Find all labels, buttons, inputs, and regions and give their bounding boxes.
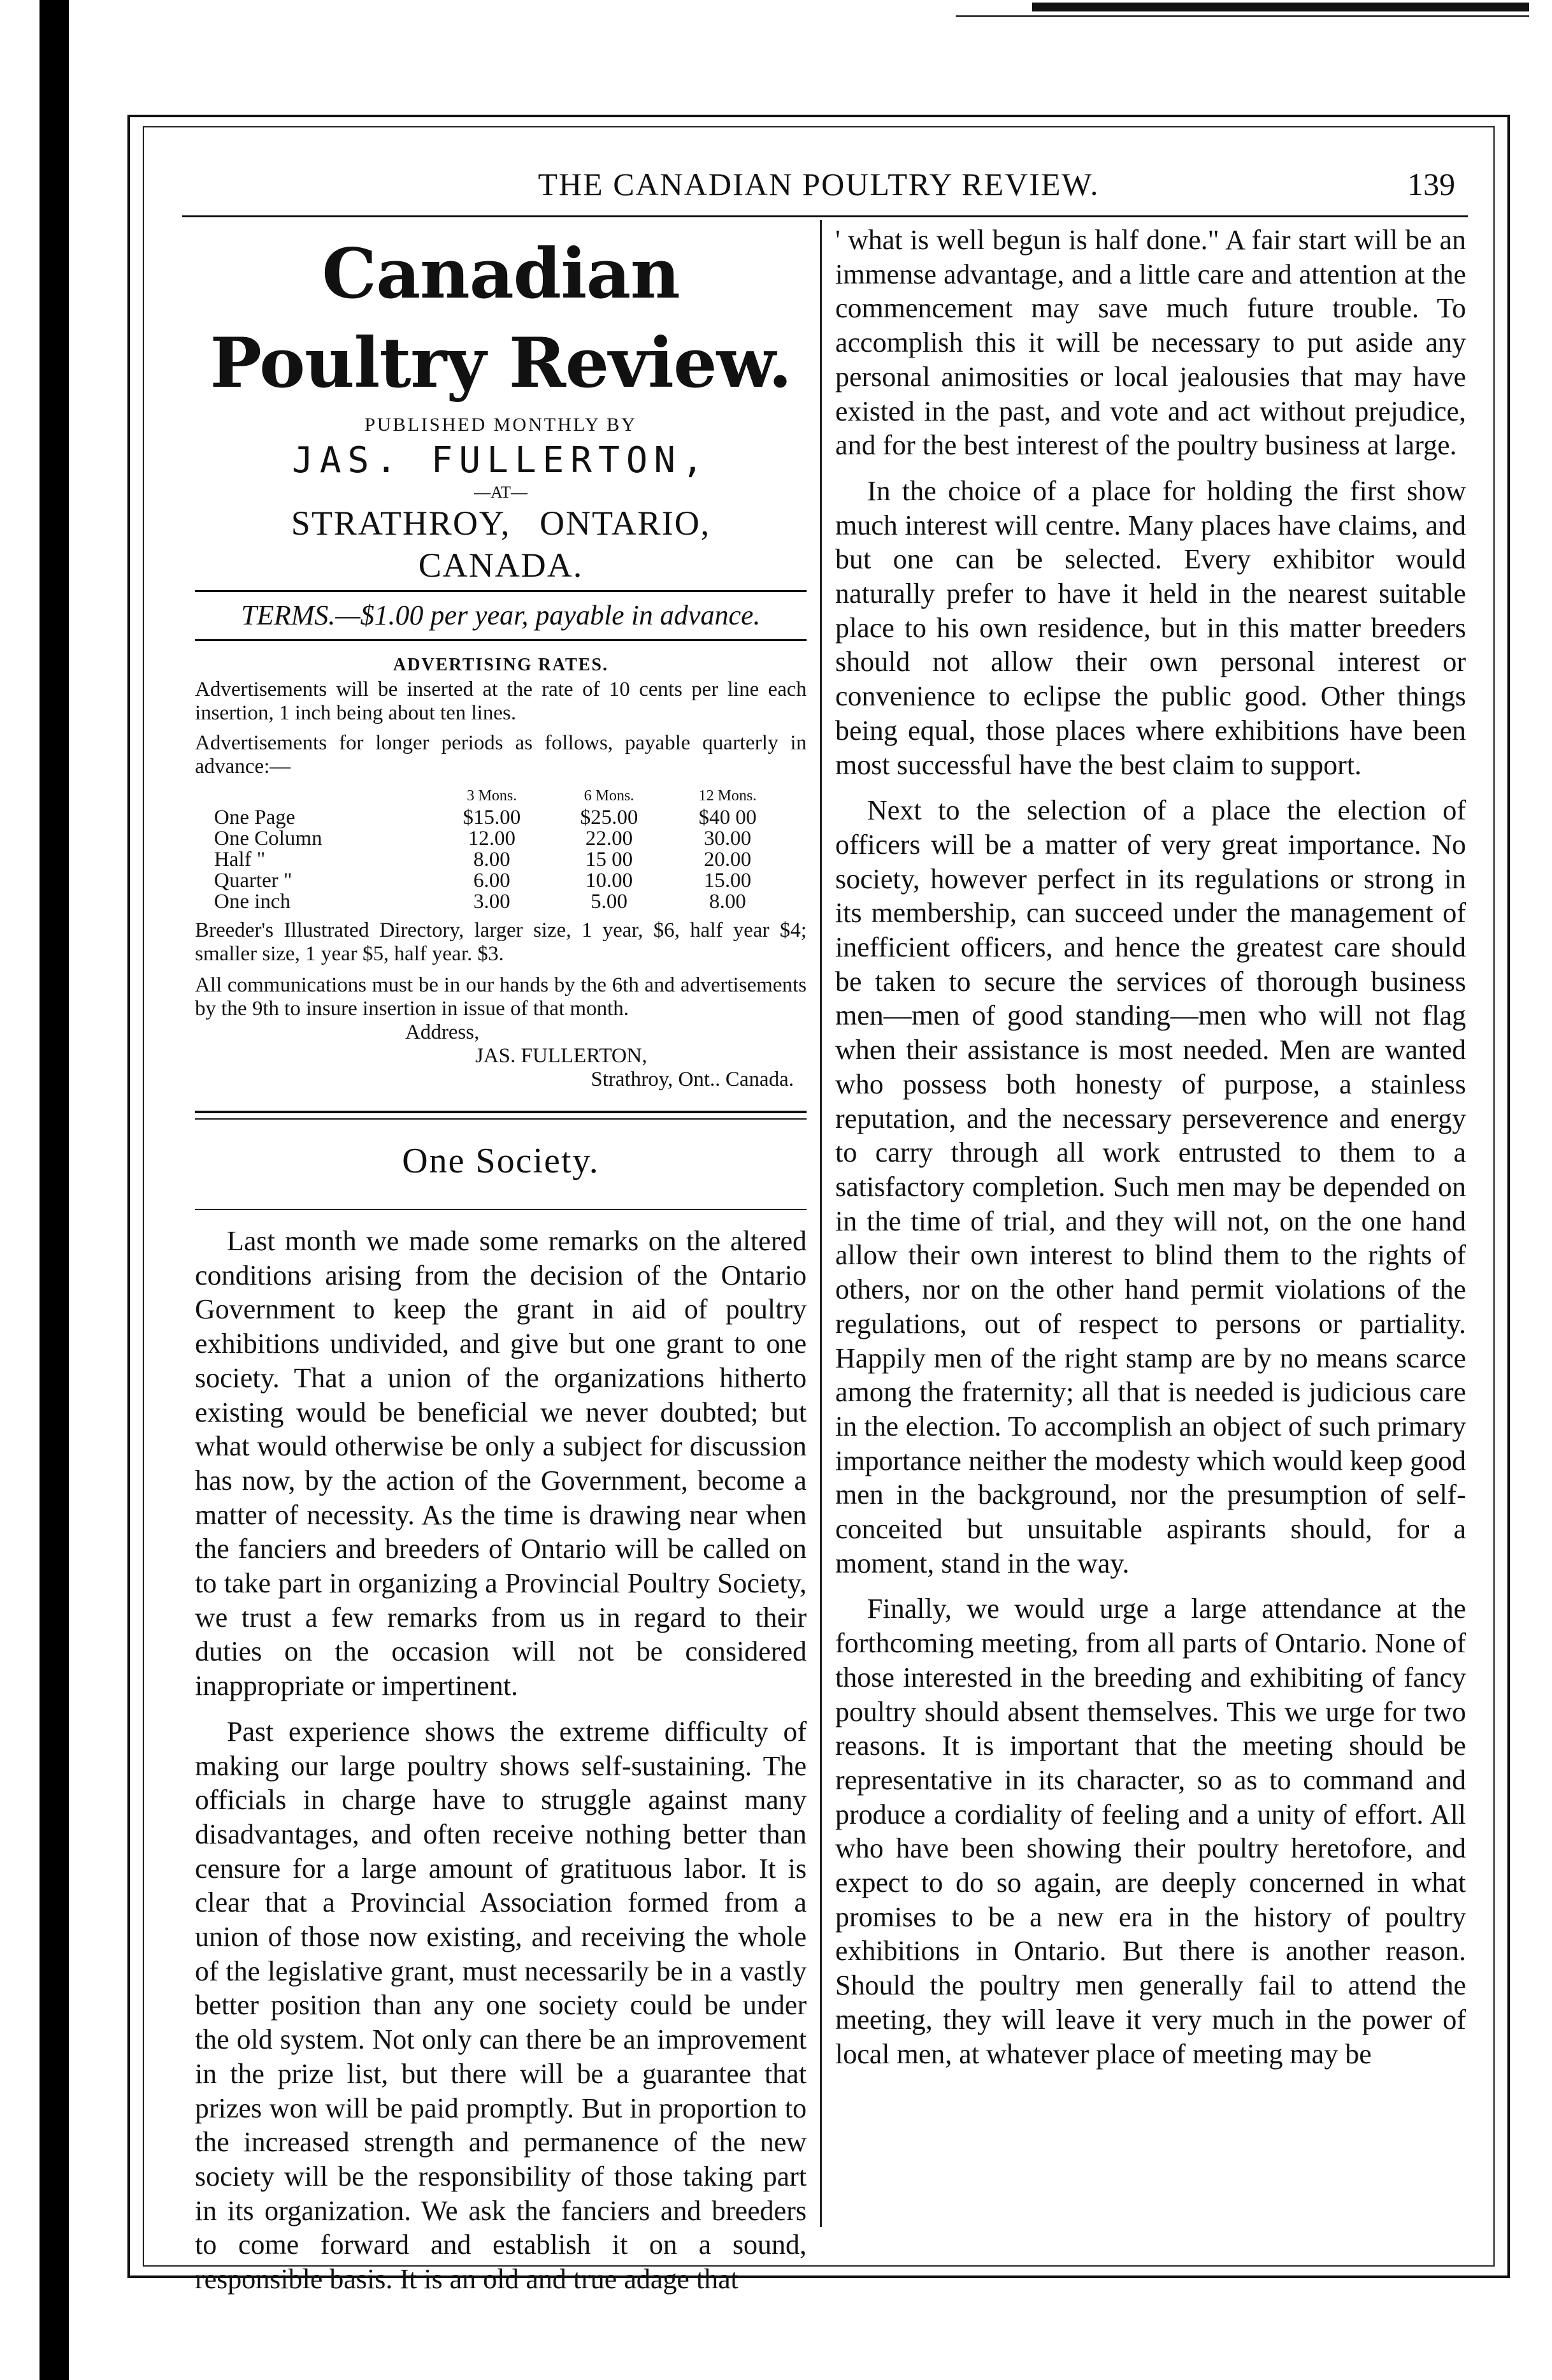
address-place: Strathroy, Ont.. Canada. <box>591 1068 794 1091</box>
page-number: 139 <box>1407 166 1455 202</box>
rate-value: 8.00 <box>473 848 510 871</box>
masthead-published: PUBLISHED MONTHLY BY <box>364 414 637 435</box>
article-title-rule <box>195 1209 807 1210</box>
masthead-title: Canadian Poultry Review. <box>210 234 792 403</box>
rate-row <box>214 807 787 828</box>
rate-label: One Column <box>214 827 322 850</box>
section-double-rule <box>195 1111 807 1120</box>
rate-row <box>214 849 787 870</box>
rate-value: 3.00 <box>473 890 510 913</box>
rate-label: One inch <box>214 890 291 913</box>
masthead-place: STRATHROY, ONTARIO, CANADA. <box>291 504 711 584</box>
article-paragraph: In the choice of a place for holding the first show much interest will centre. Many places have claims, and but one can be selected. Every exhibitor would naturally prefer to have it held in the nearest suitable place to his own residence, but in this matter breeders should not allow their own personal interest or convenience to eclipse the public good. Other things being equal, those places where exhibitions have been most successful have the best claim to support. <box>835 475 1466 781</box>
article-paragraph: Next to the selection of a place the election of officers will be a matter of very great importance. No society, however perfect in its regulations or strong in its membership, can succeed under the management of inefficient officers, and hence the greatest care should be taken to secure the services of thorough business men—men of good standing—men who will not flag when their assistance is most needed. Men are wanted who possess both honesty of purpose, a stainless reputation, and the necessary perseverence and energy to carry through all work entrusted to them to a satisfactory completion. Such men may be depended on in the time of trial, and they will not, on the one hand allow their own interest to blind them to the rights of others, nor on the other hand permit violations of the regulations, out of respect to persons or partiality. Happily men of the right stamp are by no means scarce among the fraternity; all that is needed is judicious care in the election. To accomplish an object of such primary importance neither the modesty which would keep good men in the background, nor the presumption of self-conceited but unsuitable aspirants should, for a moment, stand in the way. <box>835 795 1466 1579</box>
page-frame <box>127 115 1510 2295</box>
rate-row <box>214 891 787 912</box>
article-paragraph: Last month we made some remarks on the altered conditions arising from the decision of the Ontario Government to keep the grant in aid of poultry exhibitions undivided, and give but one grant to one society. That a union of the organizations hitherto existing would be beneficial we never doubted; but what would otherwise be only a subject for discussion has now, by the action of the Government, become a matter of necessity. As the time is drawing near when the fanciers and breeders of Ontario will be called on to take part in organizing a Provincial Poultry Society, we trust a few remarks from us in regard to their duties on the occasion will not be considered inappropriate or impertinent. <box>195 1225 807 1702</box>
rate-value: 22.00 <box>585 827 633 850</box>
rate-value: 12.00 <box>468 827 516 850</box>
scan-top-line <box>956 15 1529 17</box>
rate-value: 30.00 <box>703 827 752 850</box>
masthead-rule <box>195 590 807 592</box>
rate-value: 10.00 <box>585 869 633 892</box>
rate-value: 8.00 <box>709 890 746 913</box>
rate-label: Quarter " <box>214 869 292 892</box>
rate-value: 20.00 <box>703 848 752 871</box>
right-column <box>835 223 1466 2071</box>
rate-label: One Page <box>214 806 296 829</box>
column-rule <box>820 220 822 2227</box>
rate-col-6mons: 6 Mons. <box>584 788 635 804</box>
rate-value: $25.00 <box>580 806 638 829</box>
article-paragraph: ' what is well begun is half done." A fair start will be an immense advantage, and a little care and attention at the commencement may save much future trouble. To accomplish this it will be necessary to put aside any personal animosities or local jealousies that may have existed in the past, and vote and act without prejudice, and for the best interest of the poultry business at large. <box>835 224 1466 461</box>
scan-edge-bar <box>40 0 69 2380</box>
rate-row <box>214 870 787 891</box>
rate-table <box>214 785 787 912</box>
rate-value: 15 00 <box>585 848 633 871</box>
rate-row <box>214 828 787 849</box>
article-paragraph: Past experience shows the extreme difficulty of making our large poultry shows self-sustaining. The officials in charge have to struggle against many disadvantages, and often receive nothing better than censure for a large amount of gratituous labor. It is clear that a Provincial Association formed from a union of those now existing, and receiving the whole of the legislative grant, must necessarily be in a vastly better position than any one society could be under the old system. Not only can there be an improvement in the prize list, but there will be a guarantee that prizes won will be paid promptly. But in proportion to the increased strength and permanence of the new society will be the responsibility of those taking part in its organization. We ask the fanciers and breeders to come forward and establish it on a sound, responsible basis. It is an old and true adage that <box>195 1715 807 2295</box>
article-title: One Society. <box>402 1141 600 1181</box>
rate-col-3mons: 3 Mons. <box>466 788 517 804</box>
left-column <box>195 223 807 2297</box>
rate-value: $40 00 <box>698 806 757 829</box>
masthead-at: —AT— <box>474 483 528 501</box>
page-inner-frame <box>143 126 1495 2295</box>
address-block <box>195 1021 807 1092</box>
address-label: Address, <box>405 1021 480 1044</box>
running-title: THE CANADIAN POULTRY REVIEW. <box>538 166 1100 202</box>
directory-note: Breeder's Illustrated Directory, larger size, 1 year, $6, half year $4; smaller size, 1 year $5, half year. $3. <box>195 919 807 965</box>
address-name: JAS. FULLERTON, <box>475 1044 647 1067</box>
communications-note: All communications must be in our hands by the 6th and advertisements by the 9th to insure insertion in issue of that month. <box>195 974 807 1020</box>
rate-value: 6.00 <box>473 869 510 892</box>
advertising-heading: ADVERTISING RATES. <box>393 655 608 675</box>
rate-value: $15.00 <box>463 806 521 829</box>
terms-line: TERMS.—$1.00 per year, payable in advance. <box>241 600 761 631</box>
rate-table-header <box>214 785 787 807</box>
rate-col-12mons: 12 Mons. <box>698 788 757 804</box>
terms-rule <box>195 639 807 641</box>
masthead-publisher: JAS. FULLERTON, <box>292 440 710 481</box>
rate-label: Half " <box>214 848 266 871</box>
article-paragraph: Finally, we would urge a large attendance at the forthcoming meeting, from all parts of Ontario. None of those interested in the breeding and exhibiting of fancy poultry should absent themselves. This we urge for two reasons. It is important that the meeting should be representative in its character, so as to command and produce a cordiality of feeling and a unity of effort. All who have been showing their poultry heretofore, and expect to do so again, are deeply concerned in what promises to be a new era in the history of poultry exhibitions in Ontario. But there is another reason. Should the poultry men generally fail to attend the meeting, they will leave it very much in the power of local men, at whatever place of meeting may be <box>835 1593 1466 2070</box>
rate-value: 15.00 <box>703 869 752 892</box>
rate-value: 5.00 <box>591 890 628 913</box>
header-rule <box>182 215 1468 217</box>
advertising-intro: Advertisements will be inserted at the rate of 10 cents per line each insertion, 1 inch being about ten lines. <box>195 678 807 725</box>
scan-top-mark <box>1032 3 1529 11</box>
advertising-longer: Advertisements for longer periods as follows, payable quarterly in advance:— <box>195 732 807 778</box>
